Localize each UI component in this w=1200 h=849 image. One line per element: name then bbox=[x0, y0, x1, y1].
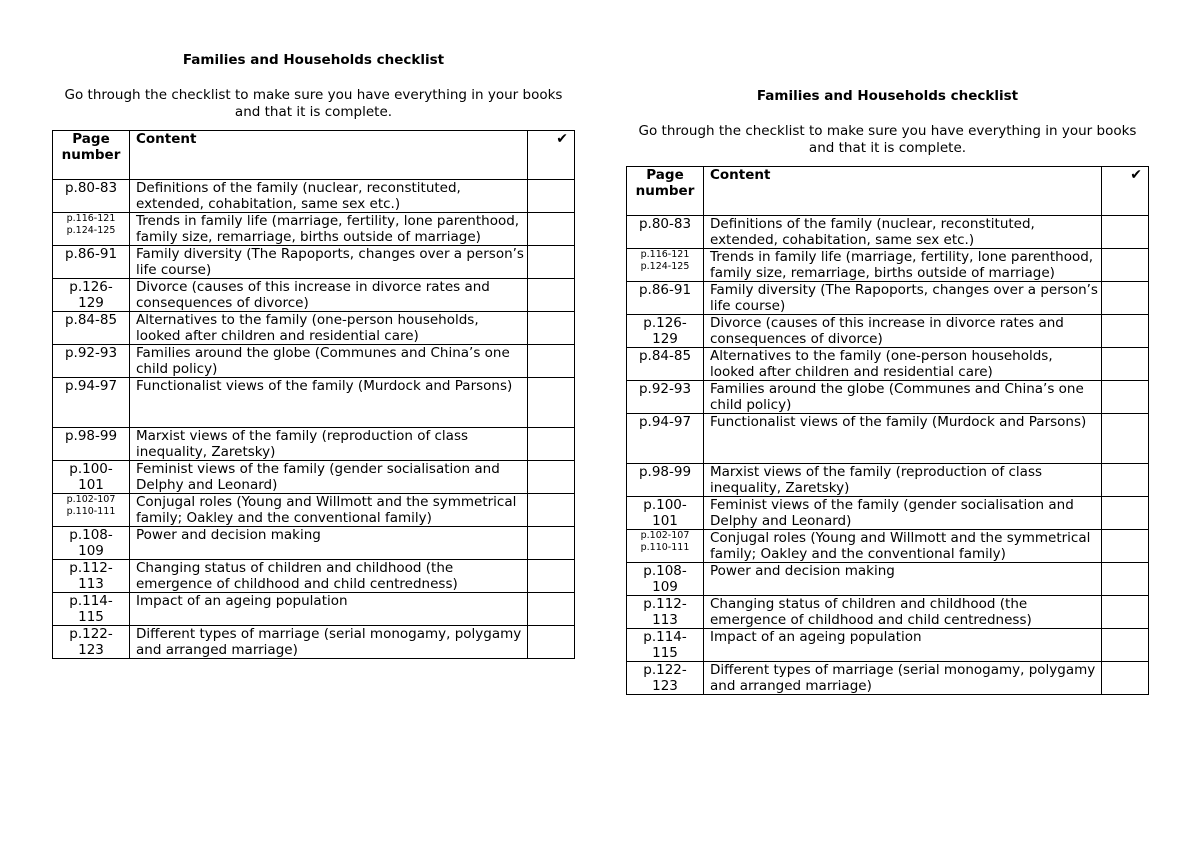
row-tick-box[interactable] bbox=[528, 494, 575, 527]
row-tick-box[interactable] bbox=[1102, 282, 1149, 315]
row-page: p.98-99 bbox=[627, 464, 704, 497]
checklist-title: Families and Households checklist bbox=[182, 52, 445, 68]
table-row bbox=[53, 345, 575, 378]
header-content: Content bbox=[130, 131, 528, 180]
row-tick-box[interactable] bbox=[1102, 497, 1149, 530]
table-row bbox=[627, 381, 1149, 414]
row-content: Definitions of the family (nuclear, reconstituted, extended, cohabitation, same sex etc.) bbox=[704, 216, 1102, 249]
row-content: Functionalist views of the family (Murdock and Parsons) bbox=[130, 378, 528, 428]
table-row bbox=[627, 414, 1149, 464]
row-page: p.80-83 bbox=[627, 216, 704, 249]
row-content: Marxist views of the family (reproduction of class inequality, Zaretsky) bbox=[704, 464, 1102, 497]
row-content: Impact of an ageing population bbox=[130, 593, 528, 626]
row-tick-box[interactable] bbox=[528, 312, 575, 345]
table-row bbox=[53, 246, 575, 279]
row-tick-box[interactable] bbox=[528, 626, 575, 659]
table-row bbox=[53, 279, 575, 312]
table-row bbox=[53, 213, 575, 246]
table-row bbox=[53, 527, 575, 560]
row-page: p.102-107 p.110-111 bbox=[627, 530, 704, 563]
row-page: p.100-101 bbox=[53, 461, 130, 494]
row-tick-box[interactable] bbox=[1102, 249, 1149, 282]
row-page: p.84-85 bbox=[627, 348, 704, 381]
row-content: Alternatives to the family (one-person households, looked after children and residential care) bbox=[130, 312, 528, 345]
checklist-right bbox=[626, 88, 1149, 695]
header-content: Content bbox=[704, 167, 1102, 216]
table-header-row bbox=[53, 131, 575, 180]
table-row bbox=[53, 461, 575, 494]
row-content: Family diversity (The Rapoports, changes over a person’s life course) bbox=[130, 246, 528, 279]
row-page: p.112-113 bbox=[627, 596, 704, 629]
table-header-row bbox=[627, 167, 1149, 216]
row-tick-box[interactable] bbox=[1102, 563, 1149, 596]
row-page: p.84-85 bbox=[53, 312, 130, 345]
table-row bbox=[53, 560, 575, 593]
table-row bbox=[53, 593, 575, 626]
row-page: p.98-99 bbox=[53, 428, 130, 461]
checklist-table bbox=[626, 166, 1149, 695]
checklist-intro: Go through the checklist to make sure you have everything in your books and that it is complete. bbox=[638, 123, 1137, 156]
row-tick-box[interactable] bbox=[1102, 315, 1149, 348]
row-tick-box[interactable] bbox=[528, 180, 575, 213]
table-row bbox=[53, 626, 575, 659]
row-content: Families around the globe (Communes and China’s one child policy) bbox=[130, 345, 528, 378]
row-tick-box[interactable] bbox=[1102, 414, 1149, 464]
header-page-number: Page number bbox=[627, 167, 704, 216]
row-page: p.116-121 p.124-125 bbox=[53, 213, 130, 246]
row-tick-box[interactable] bbox=[528, 560, 575, 593]
table-row bbox=[53, 494, 575, 527]
table-row bbox=[627, 348, 1149, 381]
row-page: p.94-97 bbox=[53, 378, 130, 428]
row-content: Power and decision making bbox=[130, 527, 528, 560]
row-page: p.100-101 bbox=[627, 497, 704, 530]
checklist-title: Families and Households checklist bbox=[756, 88, 1019, 104]
row-page: p.122-123 bbox=[53, 626, 130, 659]
row-content: Different types of marriage (serial monogamy, polygamy and arranged marriage) bbox=[704, 662, 1102, 695]
row-tick-box[interactable] bbox=[528, 246, 575, 279]
row-content: Changing status of children and childhood (the emergence of childhood and child centredness) bbox=[130, 560, 528, 593]
checklist-left bbox=[52, 52, 575, 659]
row-page: p.116-121 p.124-125 bbox=[627, 249, 704, 282]
row-page: p.108-109 bbox=[53, 527, 130, 560]
table-row bbox=[627, 596, 1149, 629]
row-content: Impact of an ageing population bbox=[704, 629, 1102, 662]
row-page: p.80-83 bbox=[53, 180, 130, 213]
row-content: Feminist views of the family (gender socialisation and Delphy and Leonard) bbox=[130, 461, 528, 494]
table-row bbox=[627, 464, 1149, 497]
table-row bbox=[53, 312, 575, 345]
header-tick-icon: ✔ bbox=[528, 131, 575, 180]
checklist-intro: Go through the checklist to make sure you have everything in your books and that it is complete. bbox=[64, 87, 563, 120]
table-row bbox=[627, 563, 1149, 596]
row-content: Feminist views of the family (gender socialisation and Delphy and Leonard) bbox=[704, 497, 1102, 530]
row-content: Definitions of the family (nuclear, reconstituted, extended, cohabitation, same sex etc.) bbox=[130, 180, 528, 213]
row-tick-box[interactable] bbox=[1102, 629, 1149, 662]
row-page: p.126-129 bbox=[627, 315, 704, 348]
row-page: p.122-123 bbox=[627, 662, 704, 695]
row-page: p.92-93 bbox=[627, 381, 704, 414]
table-row bbox=[53, 428, 575, 461]
row-content: Alternatives to the family (one-person households, looked after children and residential care) bbox=[704, 348, 1102, 381]
table-row bbox=[627, 216, 1149, 249]
row-tick-box[interactable] bbox=[528, 461, 575, 494]
row-tick-box[interactable] bbox=[1102, 348, 1149, 381]
row-page: p.112-113 bbox=[53, 560, 130, 593]
row-tick-box[interactable] bbox=[528, 527, 575, 560]
row-page: p.94-97 bbox=[627, 414, 704, 464]
row-content: Trends in family life (marriage, fertility, lone parenthood, family size, remarriage, births outside of marriage) bbox=[130, 213, 528, 246]
row-tick-box[interactable] bbox=[528, 378, 575, 428]
row-tick-box[interactable] bbox=[528, 428, 575, 461]
row-tick-box[interactable] bbox=[1102, 596, 1149, 629]
table-row bbox=[627, 249, 1149, 282]
table-row bbox=[627, 530, 1149, 563]
row-content: Functionalist views of the family (Murdock and Parsons) bbox=[704, 414, 1102, 464]
table-row bbox=[627, 315, 1149, 348]
row-tick-box[interactable] bbox=[528, 279, 575, 312]
row-page: p.108-109 bbox=[627, 563, 704, 596]
table-row bbox=[627, 497, 1149, 530]
row-content: Different types of marriage (serial monogamy, polygamy and arranged marriage) bbox=[130, 626, 528, 659]
checklist-table bbox=[52, 130, 575, 659]
table-row bbox=[627, 282, 1149, 315]
table-row bbox=[627, 629, 1149, 662]
row-page: p.114-115 bbox=[627, 629, 704, 662]
table-row bbox=[53, 378, 575, 428]
row-tick-box[interactable] bbox=[528, 593, 575, 626]
header-page-number: Page number bbox=[53, 131, 130, 180]
row-content: Divorce (causes of this increase in divorce rates and consequences of divorce) bbox=[704, 315, 1102, 348]
row-page: p.114-115 bbox=[53, 593, 130, 626]
row-content: Conjugal roles (Young and Willmott and the symmetrical family; Oakley and the conventional family) bbox=[704, 530, 1102, 563]
row-tick-box[interactable] bbox=[1102, 216, 1149, 249]
row-page: p.92-93 bbox=[53, 345, 130, 378]
row-content: Families around the globe (Communes and China’s one child policy) bbox=[704, 381, 1102, 414]
row-tick-box[interactable] bbox=[1102, 464, 1149, 497]
row-content: Conjugal roles (Young and Willmott and the symmetrical family; Oakley and the conventional family) bbox=[130, 494, 528, 527]
row-tick-box[interactable] bbox=[1102, 530, 1149, 563]
row-content: Marxist views of the family (reproduction of class inequality, Zaretsky) bbox=[130, 428, 528, 461]
row-content: Family diversity (The Rapoports, changes over a person’s life course) bbox=[704, 282, 1102, 315]
table-row bbox=[53, 180, 575, 213]
row-page: p.86-91 bbox=[627, 282, 704, 315]
row-content: Divorce (causes of this increase in divorce rates and consequences of divorce) bbox=[130, 279, 528, 312]
row-page: p.126-129 bbox=[53, 279, 130, 312]
row-content: Power and decision making bbox=[704, 563, 1102, 596]
row-tick-box[interactable] bbox=[1102, 662, 1149, 695]
row-tick-box[interactable] bbox=[1102, 381, 1149, 414]
row-page: p.86-91 bbox=[53, 246, 130, 279]
row-page: p.102-107 p.110-111 bbox=[53, 494, 130, 527]
row-content: Trends in family life (marriage, fertility, lone parenthood, family size, remarriage, births outside of marriage) bbox=[704, 249, 1102, 282]
header-tick-icon: ✔ bbox=[1102, 167, 1149, 216]
row-tick-box[interactable] bbox=[528, 345, 575, 378]
row-tick-box[interactable] bbox=[528, 213, 575, 246]
row-content: Changing status of children and childhood (the emergence of childhood and child centredness) bbox=[704, 596, 1102, 629]
table-row bbox=[627, 662, 1149, 695]
